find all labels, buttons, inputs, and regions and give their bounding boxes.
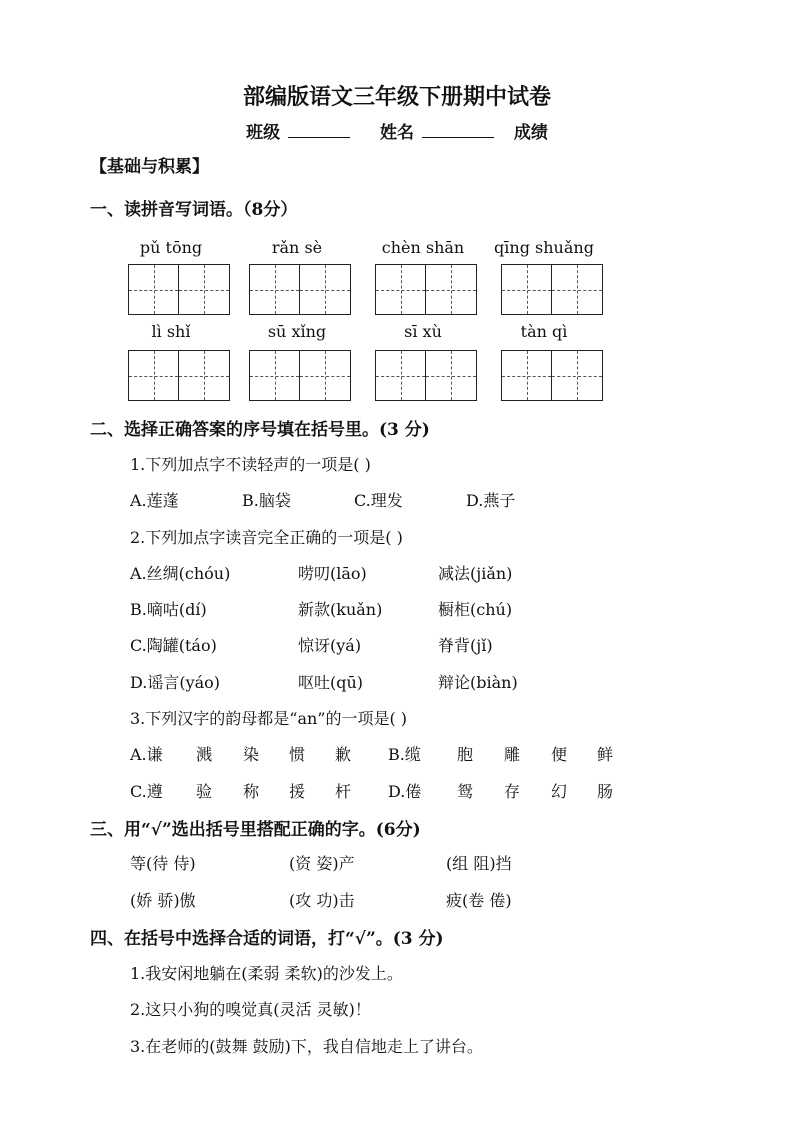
option-a[interactable]: A.莲蓬: [130, 491, 179, 510]
option-c[interactable]: C.陶罐(táo): [130, 636, 217, 655]
option-char: 幻: [551, 782, 568, 801]
sentence-item[interactable]: 3.在老师的(鼓舞 鼓励)下，我自信地走上了讲台。: [130, 1037, 483, 1056]
option-b[interactable]: B.脑袋: [242, 491, 291, 510]
option-char: 杆: [335, 782, 352, 801]
choice-item[interactable]: (资 姿)产: [289, 854, 355, 873]
option-char: 溅: [196, 745, 213, 764]
pinyin-label: tàn qì: [520, 322, 568, 341]
page-title: 部编版语文三年级下册期中试卷: [242, 84, 551, 110]
option-char: 肠: [597, 782, 614, 801]
option-char: 雕: [504, 745, 521, 764]
pinyin-label: lì shǐ: [151, 322, 191, 341]
option-text: 惊讶(yá): [298, 636, 362, 655]
option-char: 便: [551, 745, 568, 764]
q2-heading: 二、选择正确答案的序号填在括号里。(3 分): [90, 420, 430, 440]
class-blank[interactable]: [288, 122, 350, 138]
option-c[interactable]: C.遵: [130, 782, 163, 801]
option-d[interactable]: D.倦: [388, 782, 422, 801]
class-label: 班级: [246, 123, 281, 143]
choice-item[interactable]: (娇 骄)傲: [130, 891, 196, 910]
option-char: 惯: [289, 745, 306, 764]
pinyin-label: sū xǐng: [267, 322, 327, 341]
option-b[interactable]: B.嘀咕(dí): [130, 600, 207, 619]
writing-grid[interactable]: [375, 264, 477, 315]
option-text: 新款(kuǎn): [298, 600, 383, 619]
option-text: 脊背(jǐ): [438, 636, 493, 655]
option-a[interactable]: A.谦: [130, 745, 163, 764]
option-char: 验: [196, 782, 213, 801]
writing-grid[interactable]: [249, 264, 351, 315]
writing-grid[interactable]: [249, 350, 351, 401]
option-d[interactable]: D.谣言(yáo): [130, 673, 221, 692]
choice-item[interactable]: (攻 功)击: [289, 891, 355, 910]
pinyin-label: pǔ tōng: [139, 238, 203, 257]
option-b[interactable]: B.缆: [388, 745, 421, 764]
option-char: 存: [504, 782, 521, 801]
option-char: 称: [243, 782, 260, 801]
sentence-item[interactable]: 2.这只小狗的嗅觉真(灵活 灵敏)！: [130, 1000, 371, 1019]
option-char: 援: [289, 782, 306, 801]
option-a[interactable]: A.丝绸(chóu): [130, 564, 231, 583]
student-info-line: [0, 118, 794, 143]
option-char: 染: [243, 745, 260, 764]
sentence-item[interactable]: 1.我安闲地躺在(柔弱 柔软)的沙发上。: [130, 964, 403, 983]
option-char: 胞: [457, 745, 474, 764]
q3-heading: 三、用“√”选出括号里搭配正确的字。(6分): [90, 820, 421, 840]
score-label: 成绩: [513, 123, 548, 143]
part-heading: 【基础与积累】: [90, 157, 209, 177]
option-d[interactable]: D.燕子: [466, 491, 516, 510]
writing-grid[interactable]: [128, 350, 230, 401]
option-c[interactable]: C.理发: [354, 491, 403, 510]
pinyin-label: rǎn sè: [271, 238, 323, 257]
writing-grid[interactable]: [375, 350, 477, 401]
option-text: 减法(jiǎn): [438, 564, 513, 583]
option-text: 呕吐(qū): [298, 673, 364, 692]
option-char: 歉: [335, 745, 352, 764]
question-stem: 2.下列加点字读音完全正确的一项是( ): [130, 528, 403, 547]
writing-grid[interactable]: [501, 264, 603, 315]
name-blank[interactable]: [422, 122, 494, 138]
pinyin-label: qīng shuǎng: [494, 238, 594, 257]
q1-heading: 一、读拼音写词语。（8分）: [90, 200, 298, 220]
pinyin-label: chèn shān: [381, 238, 465, 257]
pinyin-label: sī xù: [404, 322, 442, 341]
name-label: 姓名: [380, 123, 414, 143]
option-text: 橱柜(chú): [438, 600, 513, 619]
writing-grid[interactable]: [501, 350, 603, 401]
option-text: 辩论(biàn): [438, 673, 518, 692]
choice-item[interactable]: 疲(卷 倦): [446, 891, 512, 910]
q4-heading: 四、在括号中选择合适的词语，打“√”。(3 分): [90, 929, 444, 949]
option-char: 鸳: [457, 782, 474, 801]
choice-item[interactable]: (组 阻)挡: [446, 854, 512, 873]
choice-item[interactable]: 等(待 侍): [130, 854, 196, 873]
writing-grid[interactable]: [128, 264, 230, 315]
question-stem: 1.下列加点字不读轻声的一项是( ): [130, 455, 371, 474]
question-stem: 3.下列汉字的韵母都是“an”的一项是( ): [130, 709, 408, 728]
option-char: 鲜: [597, 745, 614, 764]
option-text: 唠叨(lāo): [298, 564, 367, 583]
